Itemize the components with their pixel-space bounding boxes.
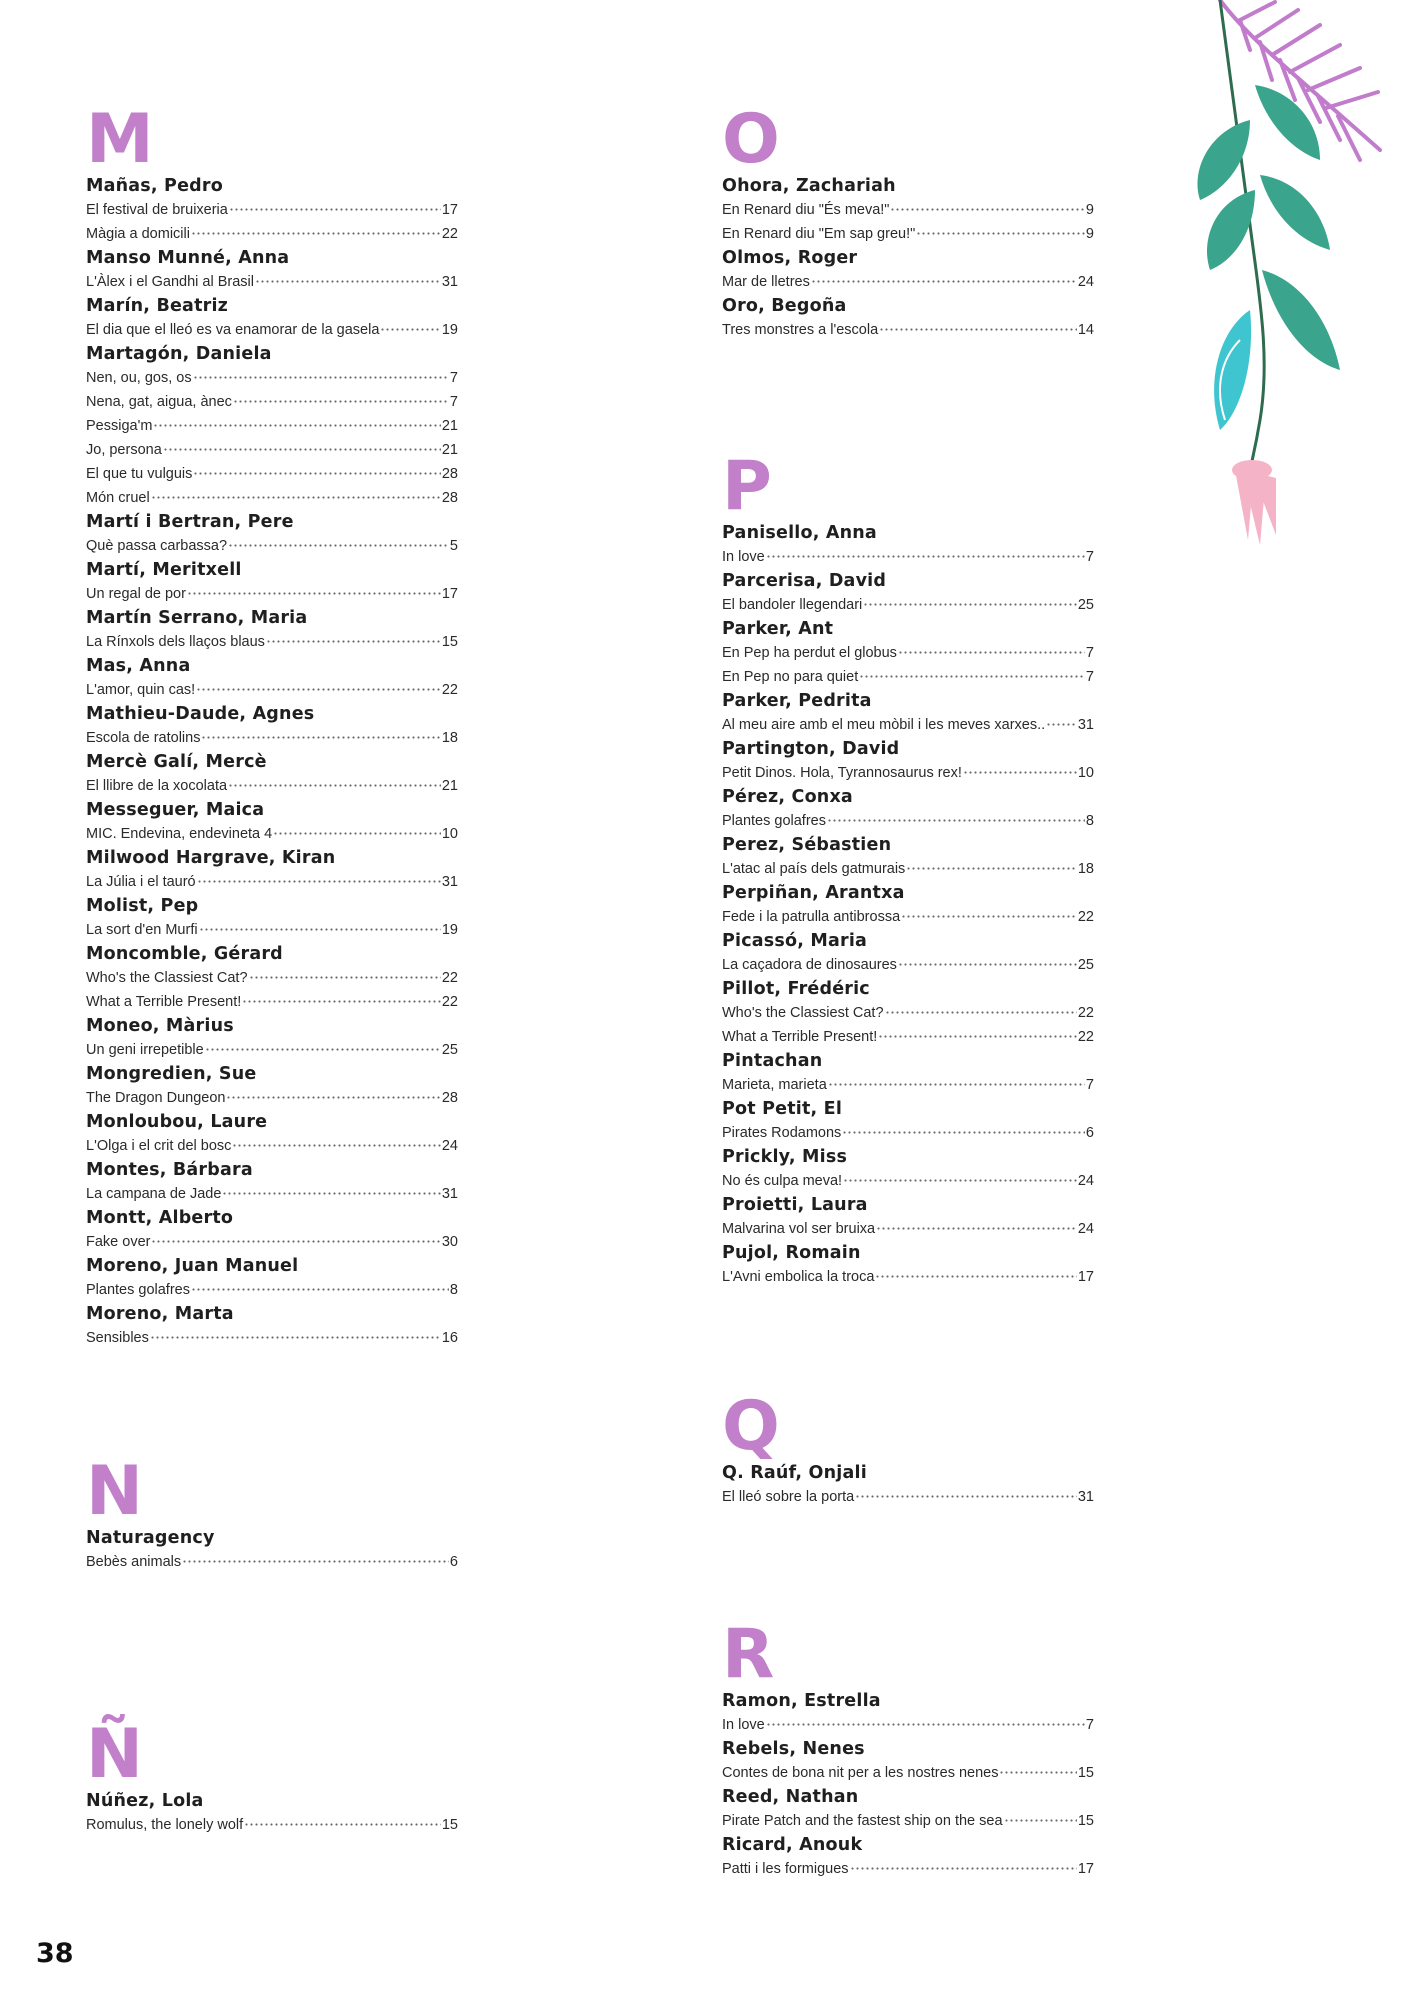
dot-leader	[150, 1324, 441, 1339]
book-title: Fake over	[86, 1234, 151, 1250]
book-entry	[722, 809, 1094, 833]
book-title: Màgia a domicili	[86, 226, 190, 242]
book-entry	[722, 1713, 1094, 1737]
book-title: Pirates Rodamons	[722, 1125, 842, 1141]
pink-flower-icon	[1232, 460, 1276, 545]
author-name: Proietti, Laura	[722, 1195, 868, 1215]
book-page-number: 10	[441, 826, 458, 842]
section-r	[722, 1615, 1094, 1881]
book-title: Plantes golafres	[722, 813, 826, 829]
book-page-number: 31	[441, 874, 458, 890]
section-n-tilde	[86, 1715, 458, 1837]
book-page-number: 18	[441, 730, 458, 746]
author-name: Naturagency	[86, 1528, 215, 1548]
book-page-number: 22	[441, 226, 458, 242]
book-page-number: 21	[441, 778, 458, 794]
book-title: La Rínxols dels llaços blaus	[86, 634, 265, 650]
book-page-number: 31	[441, 1186, 458, 1202]
author-name: Martí, Meritxell	[86, 560, 242, 580]
author-name: Q. Raúf, Onjali	[722, 1463, 867, 1483]
book-entry	[722, 270, 1094, 294]
book-page-number: 16	[441, 1330, 458, 1346]
dot-leader	[876, 1215, 1077, 1230]
book-title: Tres monstres a l'escola	[722, 322, 879, 338]
dot-leader	[963, 759, 1077, 774]
author-name: Parker, Pedrita	[722, 691, 872, 711]
page-number: 38	[36, 1938, 74, 1969]
book-entry	[86, 318, 458, 342]
book-title: What a Terrible Present!	[722, 1029, 878, 1045]
book-entry	[722, 198, 1094, 222]
book-entry	[722, 1217, 1094, 1241]
dot-leader	[196, 676, 441, 691]
book-page-number: 15	[1077, 1765, 1094, 1781]
book-title: Pessiga'm	[86, 418, 153, 434]
author-name: Núñez, Lola	[86, 1791, 204, 1811]
author-name: Pillot, Frédéric	[722, 979, 870, 999]
dot-leader	[1004, 1807, 1077, 1822]
book-entry	[86, 222, 458, 246]
section-letter: M	[86, 100, 154, 179]
book-entry	[722, 1485, 1094, 1509]
book-title: Who's the Classiest Cat?	[86, 970, 248, 986]
book-title: Fede i la patrulla antibrossa	[722, 909, 901, 925]
author-name: Perpiñan, Arantxa	[722, 883, 905, 903]
book-entry	[86, 1134, 458, 1158]
author-name: Messeguer, Maica	[86, 800, 265, 820]
dot-leader	[850, 1855, 1077, 1870]
book-page-number: 19	[441, 322, 458, 338]
dot-leader	[878, 1023, 1077, 1038]
book-entry	[722, 545, 1094, 569]
book-title: El que tu vulguis	[86, 466, 193, 482]
book-title: Sensibles	[86, 1330, 149, 1346]
dot-leader	[827, 807, 1085, 822]
book-entry	[86, 438, 458, 462]
book-title: El lleó sobre la porta	[722, 1489, 855, 1505]
book-page-number: 22	[1077, 1029, 1094, 1045]
book-entry	[722, 1857, 1094, 1881]
section-o	[722, 100, 1094, 342]
book-page-number: 5	[449, 538, 458, 554]
dot-leader	[191, 1276, 449, 1291]
author-name: Ohora, Zachariah	[722, 176, 896, 196]
book-title: In love	[722, 1717, 765, 1733]
dot-leader	[901, 903, 1077, 918]
dot-leader	[205, 1036, 441, 1051]
book-title: What a Terrible Present!	[86, 994, 242, 1010]
book-page-number: 15	[441, 634, 458, 650]
dot-leader	[885, 999, 1077, 1014]
book-title: Al meu aire amb el meu mòbil i les meves xarxes..	[722, 717, 1046, 733]
dot-leader	[828, 1071, 1085, 1086]
dot-leader	[380, 316, 440, 331]
author-name: Panisello, Anna	[722, 523, 877, 543]
book-entry	[86, 822, 458, 846]
book-title: L'atac al país dels gatmurais	[722, 861, 906, 877]
author-name: Martagón, Daniela	[86, 344, 272, 364]
book-entry	[722, 1761, 1094, 1785]
book-page-number: 22	[441, 682, 458, 698]
dot-leader	[151, 484, 441, 499]
author-name: Montt, Alberto	[86, 1208, 234, 1228]
book-entry	[722, 1073, 1094, 1097]
author-name: Mañas, Pedro	[86, 176, 223, 196]
author-name: Oro, Begoña	[722, 296, 847, 316]
book-entry	[722, 761, 1094, 785]
book-page-number: 25	[1077, 957, 1094, 973]
dot-leader	[151, 1228, 440, 1243]
book-page-number: 30	[441, 1234, 458, 1250]
author-name: Ricard, Anouk	[722, 1835, 863, 1855]
author-name: Manso Munné, Anna	[86, 248, 290, 268]
book-page-number: 31	[441, 274, 458, 290]
book-entry	[86, 1813, 458, 1837]
book-entry	[86, 1086, 458, 1110]
book-title: Pirate Patch and the fastest ship on the sea	[722, 1813, 1003, 1829]
author-name: Molist, Pep	[86, 896, 199, 916]
book-entry	[722, 713, 1094, 737]
author-name: Reed, Nathan	[722, 1787, 859, 1807]
author-name: Parcerisa, David	[722, 571, 887, 591]
book-page-number: 6	[449, 1554, 458, 1570]
author-name: Moncomble, Gérard	[86, 944, 283, 964]
book-title: Què passa carbassa?	[86, 538, 228, 554]
book-page-number: 9	[1085, 202, 1094, 218]
book-title: El festival de bruixeria	[86, 202, 228, 218]
book-page-number: 10	[1077, 765, 1094, 781]
dot-leader	[855, 1483, 1077, 1498]
book-page-number: 17	[1077, 1861, 1094, 1877]
book-entry	[86, 1550, 458, 1574]
book-page-number: 7	[449, 370, 458, 386]
book-page-number: 18	[1077, 861, 1094, 877]
author-name: Parker, Ant	[722, 619, 834, 639]
book-entry	[86, 534, 458, 558]
book-page-number: 31	[1077, 717, 1094, 733]
book-page-number: 9	[1085, 226, 1094, 242]
book-entry	[722, 318, 1094, 342]
book-entry	[86, 1182, 458, 1206]
dot-leader	[916, 220, 1085, 235]
book-page-number: 7	[1085, 549, 1094, 565]
book-page-number: 19	[441, 922, 458, 938]
book-page-number: 28	[441, 466, 458, 482]
book-entry	[722, 857, 1094, 881]
author-name: Prickly, Miss	[722, 1147, 848, 1167]
author-name: Pujol, Romain	[722, 1243, 861, 1263]
book-page-number: 24	[1077, 1221, 1094, 1237]
section-letter: P	[722, 447, 772, 526]
book-page-number: 22	[1077, 909, 1094, 925]
dot-leader	[242, 988, 441, 1003]
book-entry	[86, 462, 458, 486]
dot-leader	[255, 268, 441, 283]
section-m	[86, 100, 458, 1350]
botanical-leaves-illustration	[1180, 0, 1414, 580]
book-title: Who's the Classiest Cat?	[722, 1005, 884, 1021]
book-entry	[86, 726, 458, 750]
dot-leader	[182, 1548, 449, 1563]
book-entry	[86, 390, 458, 414]
book-page-number: 25	[1077, 597, 1094, 613]
book-title: Jo, persona	[86, 442, 162, 458]
book-title: Petit Dinos. Hola, Tyrannosaurus rex!	[722, 765, 962, 781]
section-n	[86, 1452, 458, 1574]
book-title: El llibre de la xocolata	[86, 778, 228, 794]
dot-leader	[842, 1119, 1085, 1134]
book-entry	[722, 1809, 1094, 1833]
dot-leader	[233, 388, 449, 403]
author-name: Mercè Galí, Mercè	[86, 752, 267, 772]
author-name: Pérez, Conxa	[722, 787, 853, 807]
book-page-number: 7	[1085, 1717, 1094, 1733]
book-entry	[722, 665, 1094, 689]
book-entry	[722, 953, 1094, 977]
author-name: Partington, David	[722, 739, 900, 759]
book-page-number: 22	[1077, 1005, 1094, 1021]
book-title: Contes de bona nit per a les nostres nenes	[722, 1765, 999, 1781]
book-entry	[722, 222, 1094, 246]
dot-leader	[228, 772, 441, 787]
author-name: Moreno, Juan Manuel	[86, 1256, 299, 1276]
book-entry	[86, 198, 458, 222]
dot-leader	[228, 532, 449, 547]
dot-leader	[249, 964, 441, 979]
book-page-number: 15	[441, 1817, 458, 1833]
book-page-number: 24	[1077, 1173, 1094, 1189]
book-title: Plantes golafres	[86, 1282, 190, 1298]
book-page-number: 14	[1077, 322, 1094, 338]
author-name: Monloubou, Laure	[86, 1112, 268, 1132]
book-page-number: 31	[1077, 1489, 1094, 1505]
book-page-number: 15	[1077, 1813, 1094, 1829]
book-entry	[86, 918, 458, 942]
book-page-number: 28	[441, 490, 458, 506]
section-letter: Q	[722, 1387, 780, 1466]
dot-leader	[843, 1167, 1077, 1182]
book-title: Un regal de por	[86, 586, 186, 602]
book-title: Patti i les formigues	[722, 1861, 849, 1877]
book-page-number: 22	[441, 970, 458, 986]
book-page-number: 25	[441, 1042, 458, 1058]
dot-leader	[226, 1084, 440, 1099]
author-name: Rebels, Nenes	[722, 1739, 865, 1759]
book-entry	[722, 905, 1094, 929]
book-entry	[86, 870, 458, 894]
author-name: Moneo, Màrius	[86, 1016, 234, 1036]
book-page-number: 6	[1085, 1125, 1094, 1141]
book-title: La campana de Jade	[86, 1186, 222, 1202]
book-title: En Pep ha perdut el globus	[722, 645, 897, 661]
book-page-number: 24	[1077, 274, 1094, 290]
book-entry	[722, 1169, 1094, 1193]
book-title: Nena, gat, aigua, ànec	[86, 394, 232, 410]
dot-leader	[201, 724, 440, 739]
dot-leader	[999, 1759, 1076, 1774]
dot-leader	[163, 436, 441, 451]
dot-leader	[193, 460, 440, 475]
book-page-number: 21	[441, 442, 458, 458]
author-name: Mas, Anna	[86, 656, 191, 676]
dot-leader	[863, 591, 1077, 606]
green-leaf-icon	[1197, 85, 1340, 370]
dot-leader	[890, 196, 1084, 211]
book-entry	[86, 1326, 458, 1350]
book-title: Malvarina vol ser bruixa	[722, 1221, 876, 1237]
book-title: La Júlia i el tauró	[86, 874, 196, 890]
book-page-number: 28	[441, 1090, 458, 1106]
dot-leader	[193, 364, 449, 379]
book-page-number: 22	[441, 994, 458, 1010]
book-title: La sort d'en Murfi	[86, 922, 198, 938]
author-name: Perez, Sébastien	[722, 835, 892, 855]
book-page-number: 21	[441, 418, 458, 434]
book-page-number: 8	[1085, 813, 1094, 829]
section-letter: O	[722, 100, 780, 179]
author-name: Martín Serrano, Maria	[86, 608, 308, 628]
book-page-number: 17	[441, 586, 458, 602]
section-q	[722, 1387, 1094, 1509]
book-title: En Renard diu "És meva!"	[722, 202, 890, 218]
book-entry	[86, 270, 458, 294]
author-name: Mathieu-Daude, Agnes	[86, 704, 315, 724]
book-title: L'amor, quin cas!	[86, 682, 196, 698]
book-entry	[86, 486, 458, 510]
author-name: Milwood Hargrave, Kiran	[86, 848, 336, 868]
dot-leader	[229, 196, 441, 211]
section-letter: R	[722, 1615, 775, 1694]
book-entry	[722, 1025, 1094, 1049]
author-name: Moreno, Marta	[86, 1304, 234, 1324]
book-title: La caçadora de dinosaures	[722, 957, 897, 973]
author-name: Olmos, Roger	[722, 248, 858, 268]
book-page-number: 17	[441, 202, 458, 218]
book-entry	[86, 774, 458, 798]
author-name: Mongredien, Sue	[86, 1064, 257, 1084]
book-page-number: 7	[1085, 1077, 1094, 1093]
book-title: In love	[722, 549, 765, 565]
dot-leader	[244, 1811, 441, 1826]
book-page-number: 24	[441, 1138, 458, 1154]
dot-leader	[898, 639, 1085, 654]
book-page-number: 17	[1077, 1269, 1094, 1285]
dot-leader	[1046, 711, 1077, 726]
book-title: The Dragon Dungeon	[86, 1090, 226, 1106]
author-name: Marín, Beatriz	[86, 296, 229, 316]
dot-leader	[875, 1263, 1076, 1278]
book-entry	[86, 582, 458, 606]
section-letter: Ñ	[86, 1715, 143, 1794]
book-title: MIC. Endevina, endevineta 4	[86, 826, 273, 842]
teal-leaf-icon	[1214, 310, 1251, 430]
book-entry	[722, 593, 1094, 617]
book-title: Marieta, marieta	[722, 1077, 827, 1093]
book-entry	[86, 366, 458, 390]
dot-leader	[906, 855, 1077, 870]
book-page-number: 7	[449, 394, 458, 410]
book-entry	[722, 1265, 1094, 1289]
author-name: Ramon, Estrella	[722, 1691, 881, 1711]
dot-leader	[199, 916, 441, 931]
book-page-number: 8	[449, 1282, 458, 1298]
author-name: Martí i Bertran, Pere	[86, 512, 294, 532]
dot-leader	[273, 820, 441, 835]
book-title: Bebès animals	[86, 1554, 182, 1570]
dot-leader	[859, 663, 1085, 678]
book-entry	[86, 1230, 458, 1254]
author-name: Montes, Bárbara	[86, 1160, 253, 1180]
book-title: Escola de ratolins	[86, 730, 201, 746]
book-entry	[86, 990, 458, 1014]
book-title: L'Olga i el crit del bosc	[86, 1138, 232, 1154]
author-name: Picassó, Maria	[722, 931, 868, 951]
dot-leader	[266, 628, 441, 643]
dot-leader	[197, 868, 441, 883]
dot-leader	[191, 220, 441, 235]
dot-leader	[766, 543, 1085, 558]
book-entry	[722, 1121, 1094, 1145]
dot-leader	[232, 1132, 440, 1147]
book-entry	[722, 641, 1094, 665]
book-title: Món cruel	[86, 490, 150, 506]
dot-leader	[766, 1711, 1085, 1726]
book-entry	[86, 1278, 458, 1302]
author-name: Pintachan	[722, 1051, 823, 1071]
book-title: El bandoler llegendari	[722, 597, 863, 613]
book-page-number: 7	[1085, 669, 1094, 685]
dot-leader	[153, 412, 440, 427]
book-entry	[86, 630, 458, 654]
book-title: L'Àlex i el Gandhi al Brasil	[86, 274, 254, 290]
dot-leader	[222, 1180, 440, 1195]
dot-leader	[898, 951, 1077, 966]
book-title: No és culpa meva!	[722, 1173, 843, 1189]
dot-leader	[811, 268, 1077, 283]
book-entry	[86, 1038, 458, 1062]
book-title: El dia que el lleó es va enamorar de la gasela	[86, 322, 380, 338]
book-title: Romulus, the lonely wolf	[86, 1817, 244, 1833]
book-entry	[86, 678, 458, 702]
author-name: Pot Petit, El	[722, 1099, 843, 1119]
section-letter: N	[86, 1452, 143, 1531]
book-entry	[722, 1001, 1094, 1025]
book-title: Un geni irrepetible	[86, 1042, 204, 1058]
book-title: En Pep no para quiet	[722, 669, 859, 685]
dot-leader	[187, 580, 441, 595]
book-entry	[86, 966, 458, 990]
book-page-number: 7	[1085, 645, 1094, 661]
book-title: Nen, ou, gos, os	[86, 370, 192, 386]
book-title: En Renard diu "Em sap greu!"	[722, 226, 916, 242]
book-entry	[86, 414, 458, 438]
book-title: L'Avni embolica la troca	[722, 1269, 875, 1285]
book-title: Mar de lletres	[722, 274, 810, 290]
dot-leader	[879, 316, 1077, 331]
section-p	[722, 447, 1094, 1289]
